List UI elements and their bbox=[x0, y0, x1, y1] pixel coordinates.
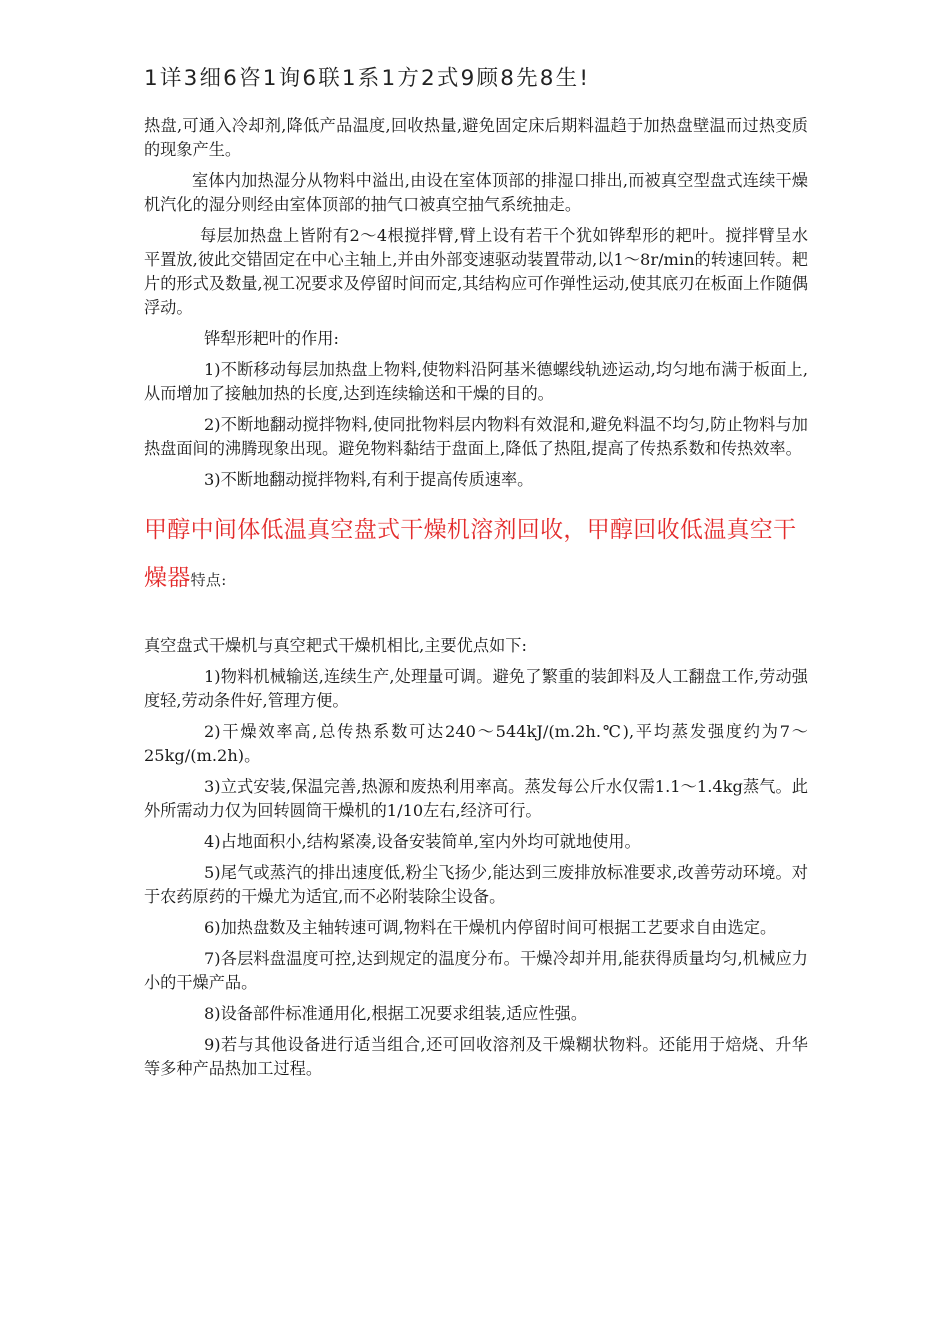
advantage-item: 8)设备部件标准通用化,根据工况要求组装,适应性强。 bbox=[204, 1004, 588, 1023]
paragraph-stirring-arms: 每层加热盘上皆附有2～4根搅拌臂,臂上设有若干个犹如铧犁形的耙叶。搅拌臂呈水平置放,彼此交错固定在中心主轴上,并由外部变速驱动装置带动,以1～8r/min的转速回转。耙片的形式及数量,视工况要求及停留时间而定,其结构应可作弹性运动,使其底刃在板面上作随偶浮动。 bbox=[144, 226, 808, 317]
advantage-item: 6)加热盘数及主轴转速可调,物料在干燥机内停留时间可根据工艺要求自由选定。 bbox=[204, 918, 777, 937]
advantage-item: 1)物料机械输送,连续生产,处理量可调。避免了繁重的装卸料及人工翻盘工作,劳动强度轻,劳动条件好,管理方便。 bbox=[144, 667, 808, 710]
paragraph-rake-function-2: 2)不断地翻动搅拌物料,使同批物料层内物料有效混和,避免料温不均匀,防止物料与加热盘面间的沸腾现象出现。避免物料黏结于盘面上,降低了热阻,提高了传热系数和传热效率。 bbox=[144, 415, 808, 458]
advantage-item: 3)立式安装,保温完善,热源和废热利用率高。蒸发每公斤水仅需1.1～1.4kg蒸气。此外所需动力仅为回转圆筒干燥机的1/10左右,经济可行。 bbox=[144, 777, 808, 820]
heading-suffix: 特点: bbox=[190, 571, 227, 589]
advantage-item: 9)若与其他设备进行适当组合,还可回收溶剂及干燥糊状物料。还能用于焙烧、升华等多种产品热加工过程。 bbox=[144, 1035, 808, 1078]
advantage-item: 5)尾气或蒸汽的排出速度低,粉尘飞扬少,能达到三废排放标准要求,改善劳动环境。对于农药原药的干燥尤为适宜,而不必附装除尘设备。 bbox=[144, 863, 808, 906]
paragraph-rake-function-1: 1)不断移动每层加热盘上物料,使物料沿阿基米德螺线轨迹运动,均匀地布满于板面上,从而增加了接触加热的长度,达到连续输送和干燥的目的。 bbox=[144, 360, 808, 403]
document-page bbox=[144, 60, 808, 1088]
paragraph-moisture-exhaust: 室体内加热湿分从物料中溢出,由设在室体顶部的排湿口排出,而被真空型盘式连续干燥机汽化的湿分则经由室体顶部的抽气口被真空抽气系统抽走。 bbox=[144, 171, 808, 214]
heading-title: 甲醇中间体低温真空盘式干燥机溶剂回收，甲醇回收低温真空干燥器 bbox=[144, 517, 797, 591]
paragraph-rake-function-3: 3)不断地翻动搅拌物料,有利于提高传质速率。 bbox=[204, 470, 534, 489]
section-heading bbox=[144, 506, 808, 604]
advantage-item: 7)各层料盘温度可控,达到规定的温度分布。干燥冷却并用,能获得质量均匀,机械应力小的干燥产品。 bbox=[144, 949, 808, 992]
paragraph-continuation: 热盘,可通入冷却剂,降低产品温度,回收热量,避免固定床后期料温趋于加热盘壁温而过热变质的现象产生。 bbox=[144, 116, 808, 159]
advantages-intro: 真空盘式干燥机与真空耙式干燥机相比,主要优点如下: bbox=[144, 636, 527, 655]
advantage-item: 2)干燥效率高,总传热系数可达240～544kJ/(m.2h.℃),平均蒸发强度约为7～25kg/(m.2h)。 bbox=[144, 722, 808, 765]
paragraph-rake-function-title: 铧犁形耙叶的作用: bbox=[204, 329, 339, 348]
advantage-item: 4)占地面积小,结构紧凑,设备安装简单,室内外均可就地使用。 bbox=[204, 832, 641, 851]
contact-line: 1详3细6咨1询6联1系1方2式9顾8先8生! bbox=[144, 66, 591, 91]
